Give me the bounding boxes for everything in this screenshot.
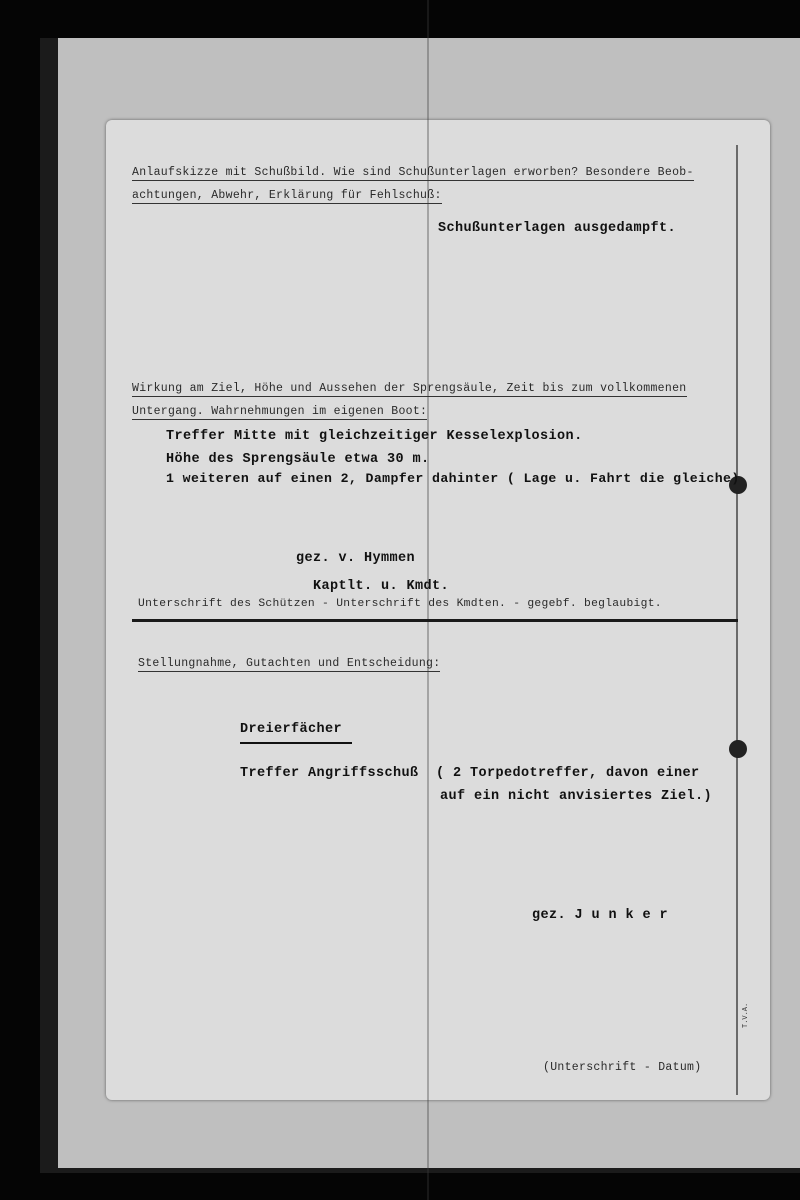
section2-heading-line1: Wirkung am Ziel, Höhe und Aussehen der Sprengsäule, Zeit bis zum vollkommenen <box>132 382 687 395</box>
verdict-line1: ( 2 Torpedotreffer, davon einer <box>436 766 700 781</box>
verdict-label: Treffer Angriffsschuß <box>240 766 419 781</box>
section1-heading-line2: achtungen, Abwehr, Erklärung für Fehlschuß: <box>132 189 442 202</box>
section1-heading-line1: Anlaufskizze mit Schußbild. Wie sind Schußunterlagen erworben? Besondere Beob- <box>132 166 694 179</box>
divider-rule <box>132 619 738 622</box>
section3-heading: Stellungnahme, Gutachten und Entscheidung: <box>138 657 441 670</box>
footer-caption: (Unterschrift - Datum) <box>543 1061 702 1074</box>
verdict-line2: auf ein nicht anvisiertes Ziel.) <box>440 789 713 804</box>
section1-answer: Schußunterlagen ausgedampft. <box>438 221 677 236</box>
section3-title: Dreierfächer <box>240 722 343 737</box>
section2-heading-line2: Untergang. Wahrnehmungen im eigenen Boot: <box>132 405 428 418</box>
punch-hole-bottom <box>729 740 747 758</box>
document-page <box>106 120 770 1100</box>
section2-line1: Treffer Mitte mit gleichzeitiger Kesselexplosion. <box>166 429 583 444</box>
signature-caption: Unterschrift des Schützen - Unterschrift des Kmdten. - gegebf. beglaubigt. <box>138 598 662 610</box>
section2-line2: Höhe des Sprengsäule etwa 30 m. <box>166 452 430 467</box>
title-underline <box>240 742 352 744</box>
margin-stamp: T.V.A. <box>742 1002 750 1028</box>
signature-junker: gez. J u n k e r <box>532 908 669 923</box>
signature-rank: Kaptlt. u. Kmdt. <box>313 579 450 594</box>
signature-hymmen: gez. v. Hymmen <box>296 551 416 566</box>
section2-line3: 1 weiteren auf einen 2, Dampfer dahinter ( Lage u. Fahrt die gleiche) <box>166 471 740 486</box>
